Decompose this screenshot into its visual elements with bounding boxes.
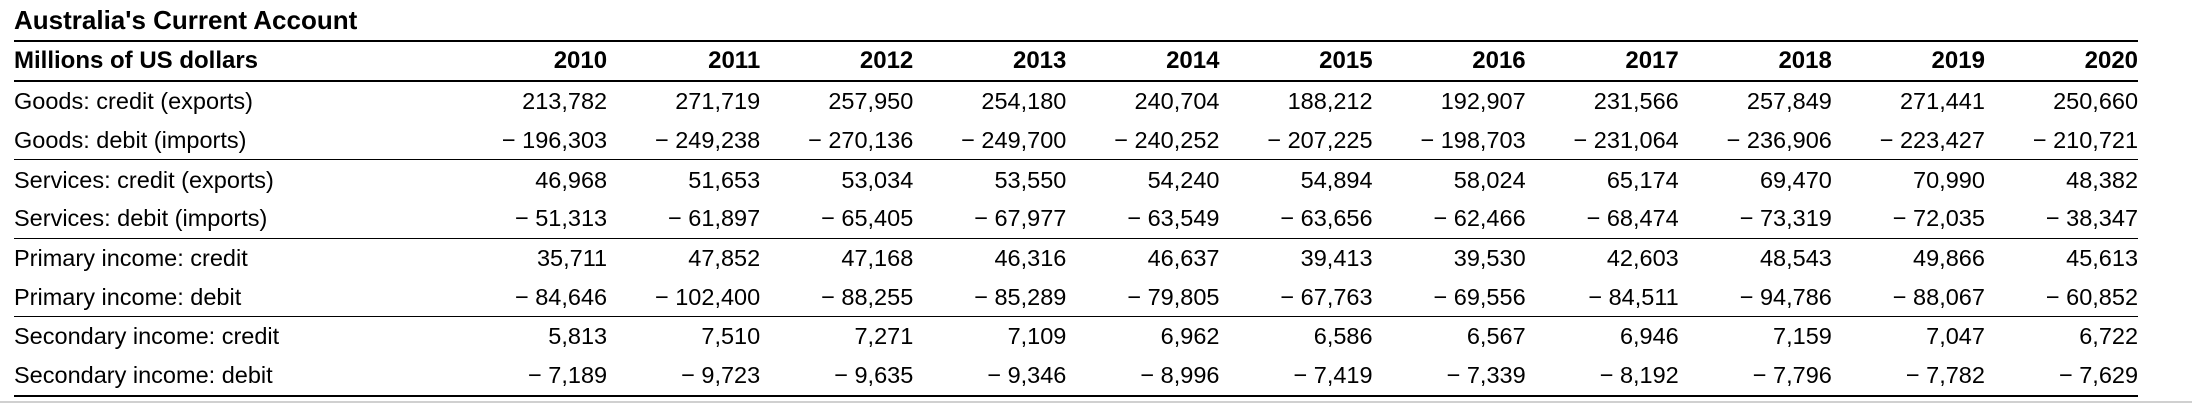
table-cell: 65,174: [1606, 166, 1679, 193]
table-cell: − 63,656: [1219, 199, 1372, 238]
table-cell: − 9,346: [913, 356, 1066, 396]
column-header-2020: 2020: [1985, 41, 2138, 81]
row-label: Services: debit (imports): [14, 199, 454, 238]
table-cell: 47,168: [841, 245, 914, 272]
bottom-divider: [0, 401, 2192, 403]
table-cell: − 94,786: [1679, 277, 1832, 316]
table-cell: − 72,035: [1832, 199, 1985, 238]
table-cell: − 7,796: [1679, 356, 1832, 396]
table-cell: − 51,313: [454, 199, 607, 238]
table-cell: − 249,700: [913, 121, 1066, 160]
table-cell: 7,271: [854, 323, 914, 350]
table-cell: 69,470: [1759, 166, 1832, 193]
table-cell: − 8,996: [1066, 356, 1219, 396]
table-cell: − 85,289: [913, 277, 1066, 316]
table-cell: − 63,549: [1066, 199, 1219, 238]
table-cell: − 7,189: [454, 356, 607, 396]
row-label: Goods: debit (imports): [14, 121, 454, 160]
table-cell: 42,603: [1606, 245, 1679, 272]
table-cell: − 210,721: [1985, 121, 2138, 160]
table-cell: − 236,906: [1679, 121, 1832, 160]
column-header-2017: 2017: [1526, 41, 1679, 81]
table-cell: 39,413: [1300, 245, 1373, 272]
table-cell: 7,047: [1926, 323, 1985, 350]
table-cell: 6,586: [1313, 323, 1373, 350]
table-cell: − 65,405: [760, 199, 913, 238]
row-label: Services: credit (exports): [14, 166, 274, 193]
table-cell: 58,024: [1453, 166, 1526, 193]
table-cell: 51,653: [688, 166, 761, 193]
row-label: Primary income: debit: [14, 277, 454, 316]
table-cell: 213,782: [522, 88, 608, 115]
table-cell: − 102,400: [607, 277, 760, 316]
table-cell: 39,530: [1453, 245, 1526, 272]
row-label: Goods: credit (exports): [14, 88, 254, 115]
table-cell: 5,813: [548, 323, 608, 350]
table-cell: 188,212: [1287, 88, 1373, 115]
table-cell: 48,543: [1759, 245, 1832, 272]
table-cell: 6,722: [2079, 323, 2139, 350]
table-cell: − 7,782: [1832, 356, 1985, 396]
table-cell: − 38,347: [1985, 199, 2138, 238]
table-row: [14, 160, 2138, 199]
table-row: [14, 356, 2138, 396]
table-cell: 46,316: [994, 245, 1067, 272]
table-cell: 6,962: [1160, 323, 1220, 350]
table-cell: 47,852: [688, 245, 761, 272]
table-cell: − 223,427: [1832, 121, 1985, 160]
table-cell: 46,968: [535, 166, 608, 193]
table-cell: − 9,635: [760, 356, 913, 396]
table-cell: − 61,897: [607, 199, 760, 238]
table-row: [14, 81, 2138, 121]
table-cell: 54,240: [1147, 166, 1220, 193]
table-cell: 250,660: [2053, 88, 2139, 115]
table-cell: 6,946: [1619, 323, 1679, 350]
table-body: [14, 81, 2138, 396]
table-cell: 35,711: [536, 245, 608, 272]
table-cell: 7,510: [701, 323, 761, 350]
column-header-2011: 2011: [607, 41, 760, 81]
table-cell: 7,159: [1773, 323, 1832, 350]
table-cell: − 68,474: [1526, 199, 1679, 238]
table-cell: − 73,319: [1679, 199, 1832, 238]
table-cell: 49,866: [1913, 245, 1985, 272]
table-cell: 231,566: [1593, 88, 1679, 115]
column-header-2019: 2019: [1832, 41, 1985, 81]
table-cell: − 9,723: [607, 356, 760, 396]
table-row: [14, 277, 2138, 316]
column-header-2014: 2014: [1066, 41, 1219, 81]
column-header-2018: 2018: [1679, 41, 1832, 81]
table-cell: − 88,255: [760, 277, 913, 316]
table-row: [14, 238, 2138, 277]
current-account-table-container: [14, 0, 2138, 397]
table-cell: − 196,303: [454, 121, 607, 160]
table-row: [14, 317, 2138, 356]
table-cell: − 7,339: [1373, 356, 1526, 396]
table-cell: − 88,067: [1832, 277, 1985, 316]
table-cell: − 207,225: [1219, 121, 1372, 160]
table-cell: 254,180: [981, 88, 1067, 115]
header-row: [14, 41, 2138, 81]
table-cell: − 84,511: [1526, 277, 1679, 316]
table-cell: 257,849: [1746, 88, 1832, 115]
table-cell: 271,441: [1899, 88, 1985, 115]
column-header-2015: 2015: [1219, 41, 1372, 81]
row-label: Primary income: credit: [14, 245, 248, 272]
table-title: Australia's Current Account: [14, 5, 358, 35]
table-cell: − 8,192: [1526, 356, 1679, 396]
table-cell: − 240,252: [1066, 121, 1219, 160]
table-cell: 70,990: [1913, 166, 1985, 193]
table-cell: 257,950: [828, 88, 914, 115]
table-cell: − 84,646: [454, 277, 607, 316]
table-cell: − 79,805: [1066, 277, 1219, 316]
column-header-2013: 2013: [913, 41, 1066, 81]
row-label: Secondary income: credit: [14, 323, 280, 350]
table-cell: 7,109: [1007, 323, 1067, 350]
table-cell: 46,637: [1147, 245, 1220, 272]
table-cell: 271,719: [675, 88, 761, 115]
table-cell: 6,567: [1466, 323, 1526, 350]
table-cell: − 69,556: [1373, 277, 1526, 316]
table-cell: − 7,419: [1219, 356, 1372, 396]
table-cell: 240,704: [1134, 88, 1220, 115]
table-cell: 53,034: [841, 166, 914, 193]
table-row: [14, 199, 2138, 238]
table-cell: 45,613: [2066, 245, 2139, 272]
table-cell: 48,382: [2066, 166, 2139, 193]
table-cell: − 270,136: [760, 121, 913, 160]
table-cell: − 231,064: [1526, 121, 1679, 160]
table-cell: − 7,629: [1985, 356, 2138, 396]
table-cell: − 62,466: [1373, 199, 1526, 238]
table-cell: 53,550: [994, 166, 1067, 193]
table-cell: − 67,763: [1219, 277, 1372, 316]
table-cell: 54,894: [1300, 166, 1373, 193]
table-cell: − 249,238: [607, 121, 760, 160]
current-account-table: [14, 40, 2138, 397]
table-cell: − 60,852: [1985, 277, 2138, 316]
column-header-2012: 2012: [760, 41, 913, 81]
header-label: Millions of US dollars: [14, 41, 454, 81]
table-row: [14, 121, 2138, 160]
table-cell: − 67,977: [913, 199, 1066, 238]
column-header-2010: 2010: [454, 41, 607, 81]
table-cell: 192,907: [1440, 88, 1526, 115]
column-header-2016: 2016: [1373, 41, 1526, 81]
row-label: Secondary income: debit: [14, 356, 454, 396]
table-cell: − 198,703: [1373, 121, 1526, 160]
